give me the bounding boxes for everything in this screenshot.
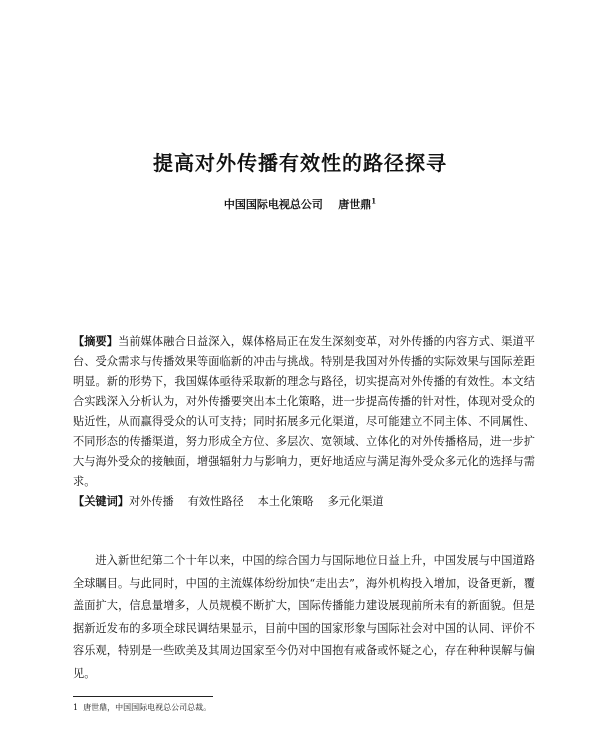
abstract-label: 【摘要】 bbox=[73, 335, 119, 348]
keyword: 对外传播 bbox=[128, 495, 174, 508]
footnote-text: 唐世鼎，中国国际电视总公司总裁。 bbox=[83, 703, 212, 712]
author-footnote-mark: 1 bbox=[371, 196, 377, 206]
author-organization: 中国国际电视总公司 bbox=[223, 198, 323, 211]
body-paragraph: 进入新世纪第二个十年以来，中国的综合国力与国际地位日益上升，中国发展与中国道路全球瞩目。与此同时，中国的主流媒体纷纷加快“走出去”，海外机构投入增加，设备更新，覆盖面扩大，信息量增多，人员规模不断扩大，国际传播能力建设展现前所未有的新面貌。但是据新近发布的多项全球民调结果显示，目前中国的国家形象与国际社会对中国的认同、评价不容乐观，特别是一些欧美及其周边国家至今仍对中国抱有戒备或怀疑之心，存在种种误解与偏见。 bbox=[73, 554, 535, 680]
abstract-text: 当前媒体融合日益深入，媒体格局正在发生深刻变革，对外传播的内容方式、渠道平台、受众需求与传播效果等面临新的冲击与挑战。特别是我国对外传播的实际效果与国际差距明显。新的形势下，我国媒体亟待采取新的理念与路径，切实提高对外传播的有效性。本文结合实践深入分析认为，对外传播要突出本土化策略，进一步提高传播的针对性，体现对受众的贴近性，从而赢得受众的认可支持；同时拓展多元化渠道，尽可能建立不同主体、不同属性、不同形态的传播渠道，努力形成全方位、多层次、宽领域、立体化的对外传播格局，进一步扩大与海外受众的接触面，增强辐射力与影响力，更好地适应与满足海外受众多元化的选择与需求。 bbox=[73, 335, 535, 488]
keywords bbox=[73, 492, 535, 512]
footnote-divider bbox=[73, 696, 213, 697]
abstract bbox=[73, 332, 535, 492]
author-name: 唐世鼎 bbox=[338, 198, 372, 211]
author-line bbox=[0, 196, 600, 212]
keyword: 本土化策略 bbox=[257, 495, 314, 508]
footnote-mark: 1 bbox=[73, 703, 79, 712]
keywords-label: 【关键词】 bbox=[73, 495, 129, 508]
paper-title: 提高对外传播有效性的路径探寻 bbox=[153, 151, 447, 175]
keyword: 多元化渠道 bbox=[327, 495, 384, 508]
footnote bbox=[73, 702, 211, 713]
keyword: 有效性路径 bbox=[187, 495, 244, 508]
